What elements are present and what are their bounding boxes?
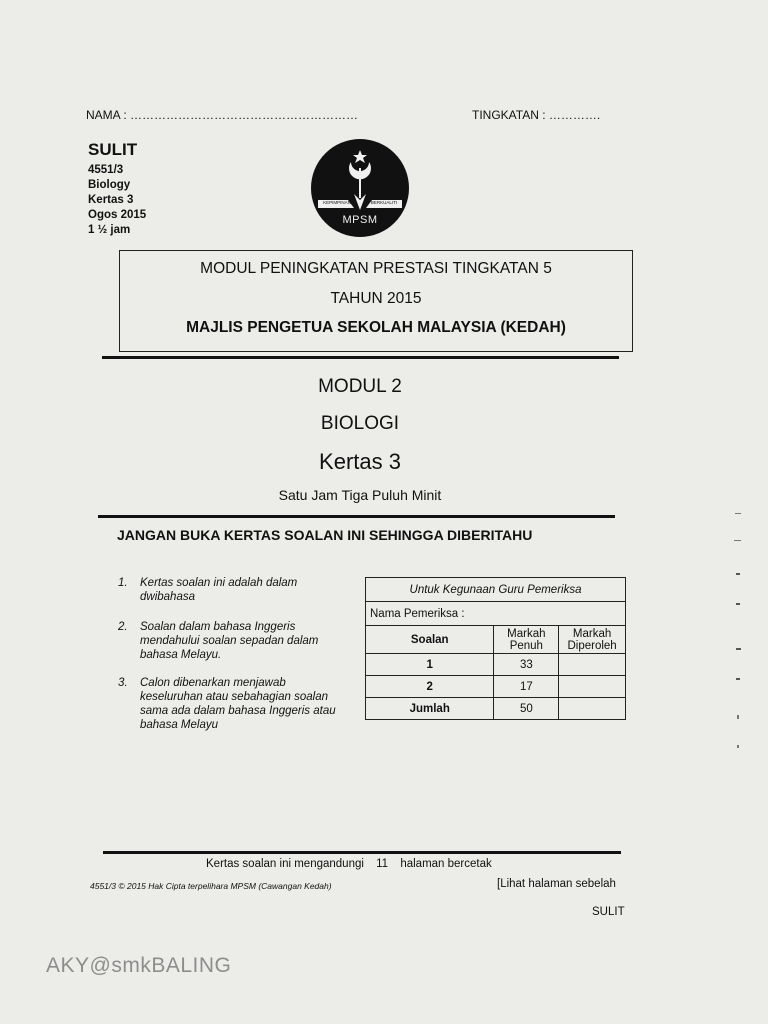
paper-meta — [88, 163, 146, 238]
cell-diperoleh — [559, 654, 626, 676]
scan-speck — [736, 573, 740, 575]
instruction-item — [118, 676, 358, 736]
paper-title: Kertas 3 — [319, 449, 401, 474]
instructions-list — [118, 576, 358, 746]
paper-duration: 1 ½ jam — [88, 224, 131, 236]
scan-speck — [734, 540, 741, 541]
page-count-prefix: Kertas soalan ini mengandungi — [206, 858, 364, 870]
nama-field: NAMA : ………………………………………………… — [86, 108, 359, 122]
scan-speck — [736, 678, 740, 680]
instruction-item — [118, 620, 358, 664]
cell-soalan: 2 — [366, 676, 494, 698]
table-row — [366, 698, 626, 720]
cell-soalan: 1 — [366, 654, 494, 676]
mpsm-logo — [310, 138, 410, 238]
instruction-text: Calon dibenarkan menjawab keseluruhan atau sebahagian soalan sama ada dalam bahasa Inggeris atau bahasa Melayu — [140, 677, 336, 731]
logo-banner-right: BERKUALITI — [370, 200, 398, 205]
tingkatan-field: TINGKATAN : …………. — [472, 108, 601, 122]
sulit-footer: SULIT — [592, 906, 625, 918]
sulit-label: SULIT — [88, 140, 138, 159]
instruction-item — [118, 576, 358, 606]
instruction-text: Soalan dalam bahasa Inggeris mendahului soalan sepadan dalam bahasa Melayu. — [140, 621, 319, 661]
examiner-label: Nama Pemeriksa : — [366, 602, 626, 626]
marks-table — [365, 577, 626, 720]
page-count-line — [206, 858, 492, 870]
scan-speck — [736, 648, 741, 650]
instruction-text: Kertas soalan ini adalah dalam dwibahasa — [140, 577, 298, 603]
table-title-row — [366, 578, 626, 602]
cell-penuh: 50 — [494, 698, 559, 720]
paper-date: Ogos 2015 — [88, 209, 147, 221]
title-line-1: MODUL PENINGKATAN PRESTASI TINGKATAN 5 — [200, 260, 552, 277]
divider-middle — [98, 515, 615, 518]
table-row — [366, 676, 626, 698]
table-title: Untuk Kegunaan Guru Pemeriksa — [366, 578, 626, 602]
col-markah-diperoleh: Markah Diperoleh — [559, 626, 626, 654]
col-soalan: Soalan — [366, 626, 494, 654]
watermark-text: AKY@smkBALING — [46, 954, 232, 977]
scan-speck — [735, 513, 741, 514]
next-page-text: [Lihat halaman sebelah — [497, 878, 616, 890]
instruction-number: 1. — [118, 577, 128, 589]
scan-speck — [737, 715, 739, 719]
warning-text: JANGAN BUKA KERTAS SOALAN INI SEHINGGA DIBERITAHU — [117, 527, 533, 543]
examiner-row — [366, 602, 626, 626]
subject-title: BIOLOGI — [320, 413, 400, 434]
col-markah-penuh: Markah Penuh — [494, 626, 559, 654]
cell-diperoleh — [559, 676, 626, 698]
instruction-number: 3. — [118, 677, 128, 689]
paper-number: Kertas 3 — [88, 194, 134, 206]
page-count-number: 11 — [376, 858, 389, 870]
divider-top — [102, 356, 619, 359]
table-header-row — [366, 626, 626, 654]
logo-text: MPSM — [342, 214, 378, 226]
title-line-2: TAHUN 2015 — [330, 290, 422, 307]
table-row — [366, 654, 626, 676]
logo-banner-left: KEPIMPINAN — [323, 200, 351, 205]
cell-penuh: 33 — [494, 654, 559, 676]
scan-speck — [736, 603, 740, 605]
paper-code: 4551/3 — [88, 164, 124, 176]
cell-diperoleh — [559, 698, 626, 720]
scan-speck — [737, 745, 739, 748]
page-count-suffix: halaman bercetak — [400, 858, 492, 870]
cell-soalan: Jumlah — [366, 698, 494, 720]
duration-text: Satu Jam Tiga Puluh Minit — [278, 487, 442, 503]
instruction-number: 2. — [118, 621, 128, 633]
title-line-3: MAJLIS PENGETUA SEKOLAH MALAYSIA (KEDAH) — [186, 319, 566, 336]
divider-bottom — [103, 851, 621, 854]
paper-subject: Biology — [88, 179, 131, 191]
cell-penuh: 17 — [494, 676, 559, 698]
title-box — [119, 250, 633, 352]
modul-title: MODUL 2 — [318, 376, 402, 397]
copyright-text: 4551/3 © 2015 Hak Cipta terpelihara MPSM (Cawangan Kedah) — [90, 881, 332, 891]
